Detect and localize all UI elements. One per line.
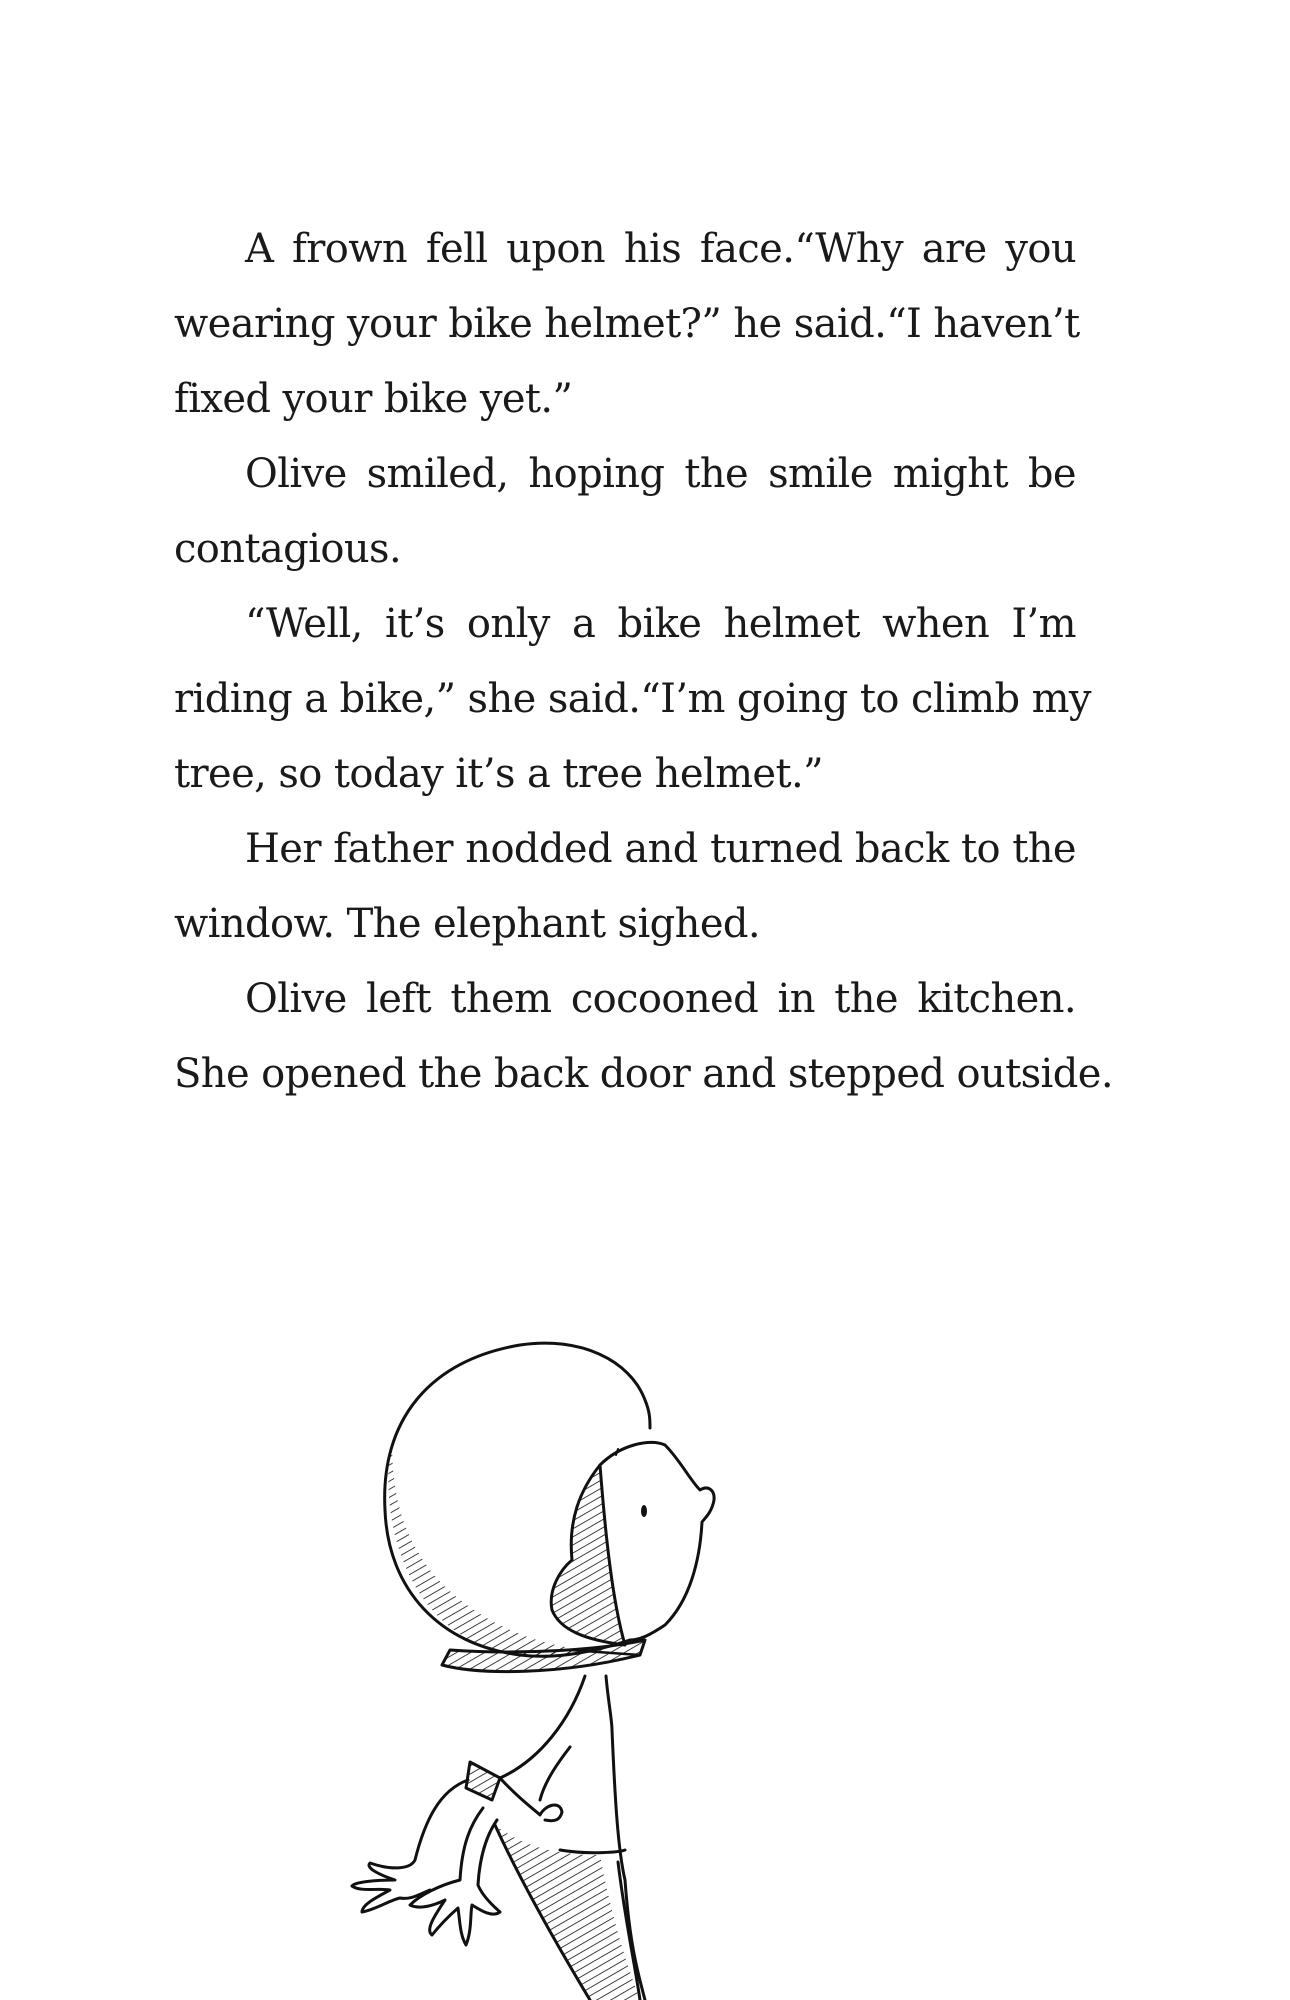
text-line: wearing your bike helmet?” he said.“I haven’t xyxy=(174,301,1080,347)
text-line: window. The elephant sighed. xyxy=(174,901,761,947)
text-line: Olive smiled, hoping the smile might be xyxy=(245,451,1076,497)
text-line: Her father nodded and turned back to the xyxy=(245,826,1076,872)
text-line: She opened the back door and stepped outside. xyxy=(174,1051,1113,1097)
text-line: “Well, it’s only a bike helmet when I’m xyxy=(245,601,1076,647)
text-line: riding a bike,” she said.“I’m going to climb my xyxy=(174,676,1091,722)
text-line: contagious. xyxy=(174,526,402,572)
text-line: fixed your bike yet.” xyxy=(174,376,573,422)
text-line: A frown fell upon his face.“Why are you xyxy=(245,226,1076,272)
text-line: Olive left them cocooned in the kitchen. xyxy=(245,976,1076,1022)
girl-helmet-illustration xyxy=(330,1320,750,2000)
text-line: tree, so today it’s a tree helmet.” xyxy=(174,751,823,797)
